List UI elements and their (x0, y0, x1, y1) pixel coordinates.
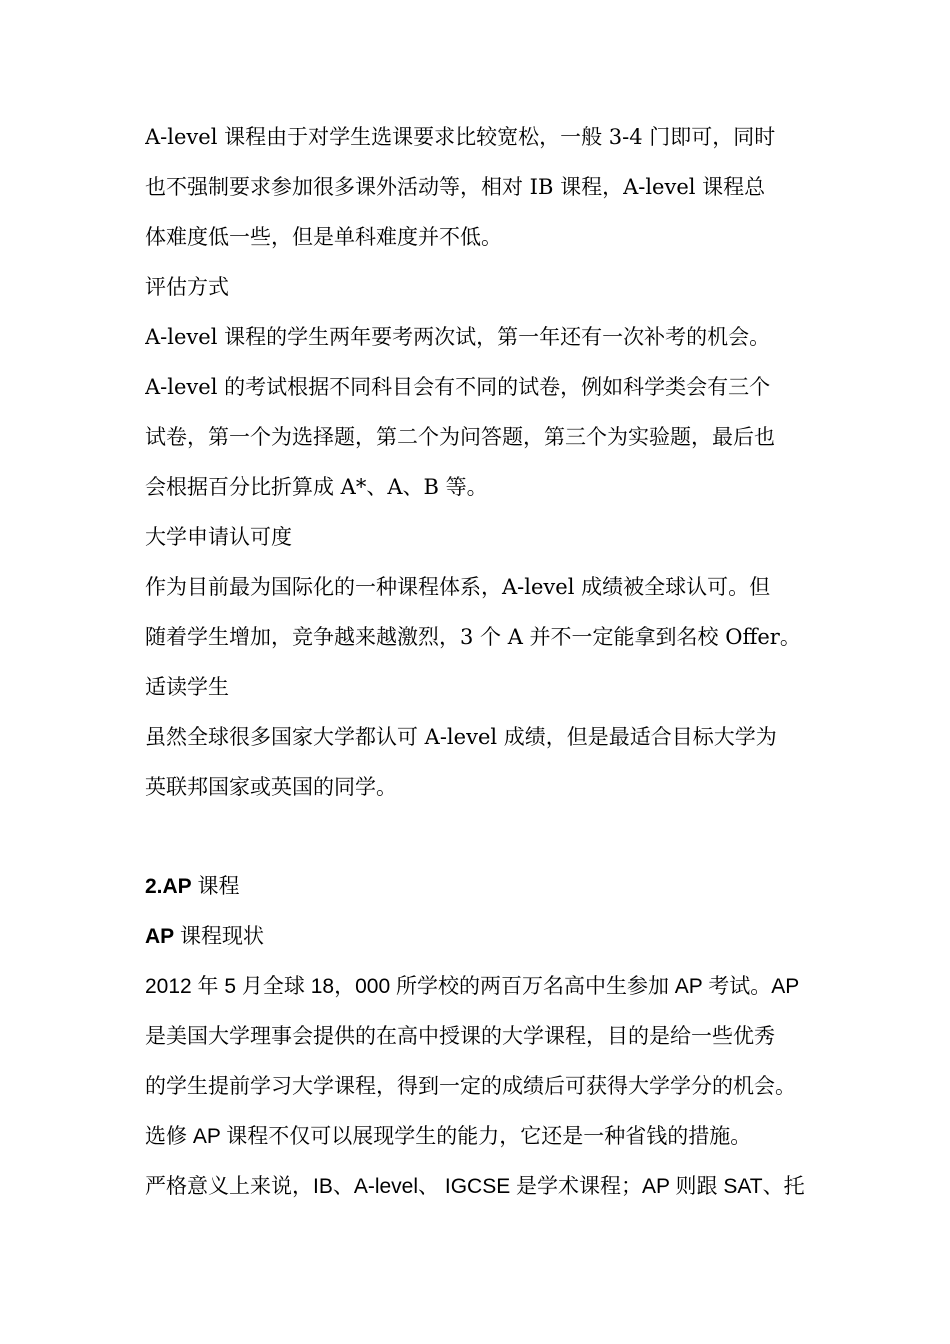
spacer (145, 812, 825, 862)
paragraph-line: 也不强制要求参加很多课外活动等，相对 IB 课程，A-level 课程总 (145, 175, 766, 199)
subsection-title-text: 课程现状 (174, 925, 265, 948)
paragraph-line: 体难度低一些，但是单科难度并不低。 (145, 225, 502, 249)
paragraph-line: 试卷，第一个为选择题，第二个为问答题，第三个为实验题，最后也 (145, 425, 775, 449)
paragraph-line: 随着学生增加，竞争越来越激烈，3 个 A 并不一定能拿到名校 Offer。 (145, 625, 801, 649)
paragraph-line: 会根据百分比折算成 A*、A、B 等。 (145, 475, 488, 499)
paragraph-line: 作为目前最为国际化的一种课程体系，A-level 成绩被全球认可。但 (145, 575, 771, 599)
paragraph-line: 严格意义上来说，IB、A-level、 IGCSE 是学术课程；AP 则跟 SAT、托 (145, 1175, 805, 1198)
section-heading-recognition: 大学申请认可度 (145, 525, 292, 549)
section-title-number: 2.AP (145, 875, 192, 898)
paragraph-line: 是美国大学理事会提供的在高中授课的大学课程，目的是给一些优秀 (145, 1025, 775, 1048)
subsection-title-lead: AP (145, 925, 175, 948)
paragraph-line: 2012 年 5 月全球 18，000 所学校的两百万名高中生参加 AP 考试。AP (145, 975, 800, 998)
paragraph-line: A-level 课程的学生两年要考两次试，第一年还有一次补考的机会。 (145, 325, 771, 349)
paragraph-line: A-level 的考试根据不同科目会有不同的试卷，例如科学类会有三个 (145, 375, 771, 399)
section-title-ap (145, 862, 825, 912)
paragraph-line: A-level 课程由于对学生选课要求比较宽松，一般 3-4 门即可，同时 (145, 125, 776, 149)
subsection-title-ap-status (145, 912, 825, 962)
paragraph-line: 的学生提前学习大学课程，得到一定的成绩后可获得大学学分的机会。 (145, 1075, 796, 1098)
document-page (145, 112, 825, 1212)
paragraph-line: 英联邦国家或英国的同学。 (145, 775, 397, 799)
section-heading-assessment: 评估方式 (145, 275, 229, 299)
paragraph-line: 选修 AP 课程不仅可以展现学生的能力，它还是一种省钱的措施。 (145, 1125, 752, 1148)
paragraph-line: 虽然全球很多国家大学都认可 A-level 成绩，但是最适合目标大学为 (145, 725, 777, 749)
section-title-text: 课程 (191, 875, 240, 898)
section-heading-students: 适读学生 (145, 675, 229, 699)
